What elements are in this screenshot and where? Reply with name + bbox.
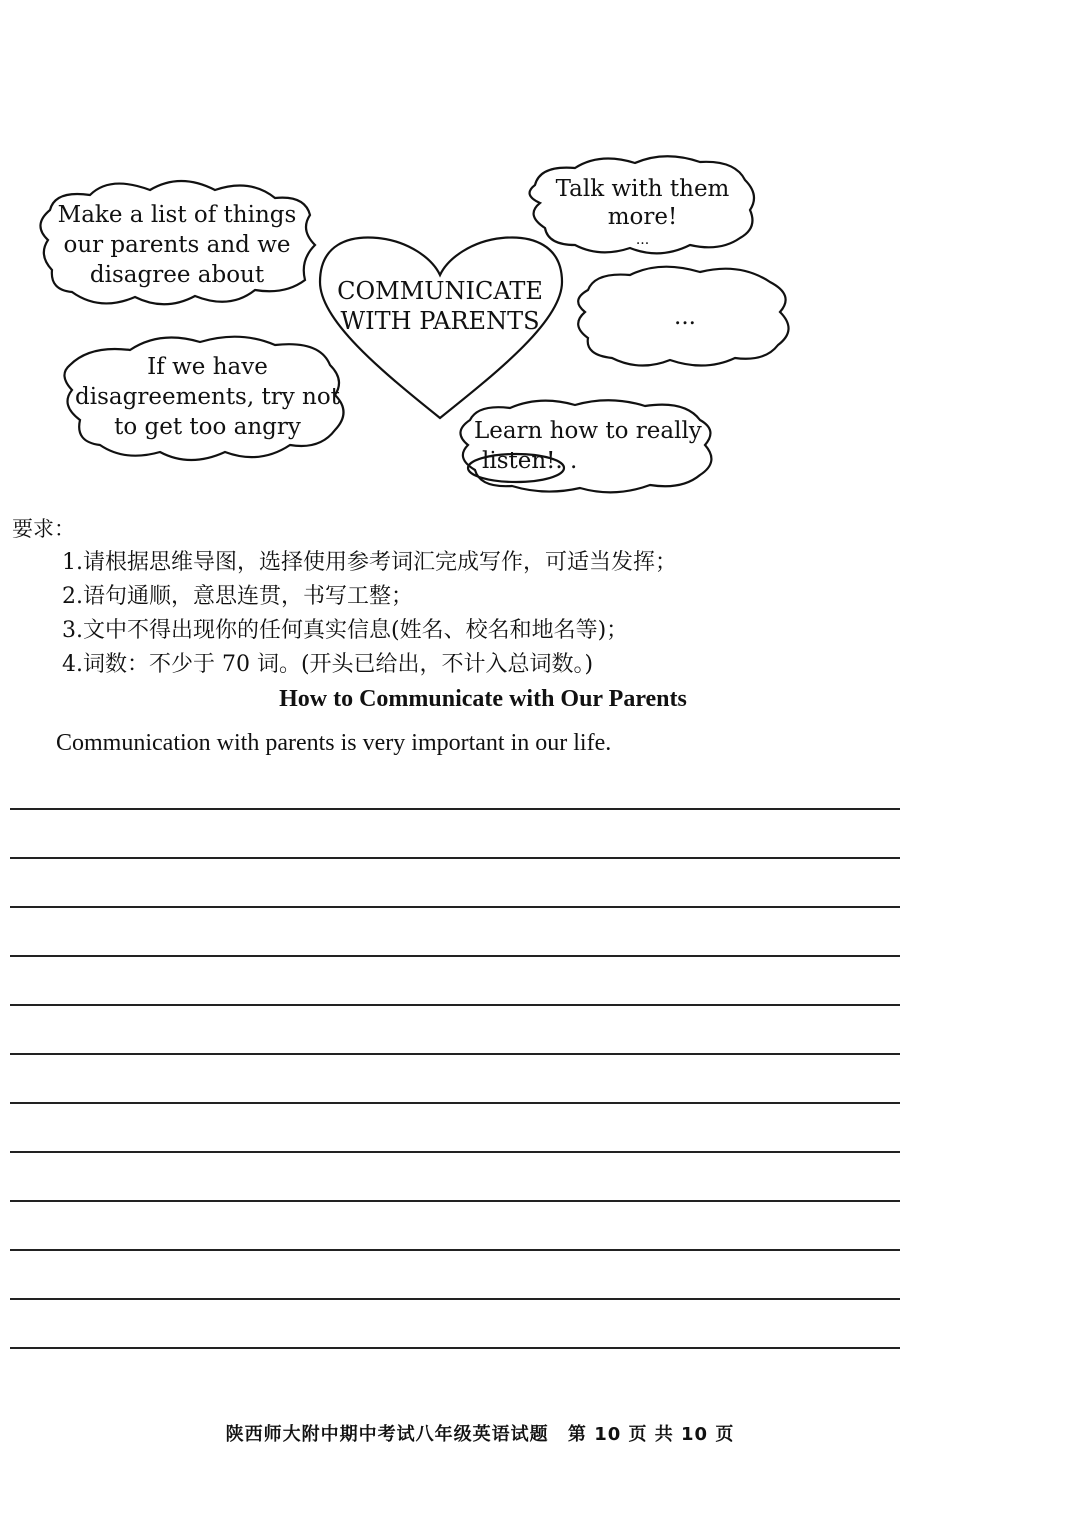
writing-line[interactable]: [10, 1200, 900, 1249]
cloud-ellipsis: [600, 302, 770, 332]
page-number: 第 10 页 共 10 页: [567, 1424, 735, 1445]
requirements-title: 要求：: [12, 517, 75, 541]
cloud-listen: [474, 416, 704, 476]
cloud-line: Make a list of things: [57, 202, 297, 228]
writing-line[interactable]: [10, 1151, 900, 1200]
heart-label-line: COMMUNICATE: [337, 277, 543, 305]
writing-line[interactable]: [10, 1298, 900, 1347]
writing-line[interactable]: [10, 1053, 900, 1102]
essay-opening-sentence: Communication with parents is very important in our life.: [56, 730, 612, 756]
requirement-item: 4.词数：不少于 70 词。(开头已给出，不计入总词数。): [62, 652, 594, 677]
requirement-item: 1.请根据思维导图，选择使用参考词汇完成写作，可适当发挥；: [62, 550, 677, 575]
cloud-talk-more: [545, 175, 740, 249]
page-footer: [0, 1420, 960, 1446]
cloud-line: If we have: [147, 354, 268, 380]
requirement-item: 2.语句通顺，意思连贯，书写工整；: [62, 584, 413, 609]
writing-line[interactable]: [10, 1102, 900, 1151]
requirement-item: 3.文中不得出现你的任何真实信息(姓名、校名和地名等)；: [62, 618, 629, 643]
requirements: [12, 512, 677, 682]
writing-line[interactable]: [10, 1249, 900, 1298]
cloud-line: Learn how to really: [474, 418, 702, 444]
cloud-line: ...: [674, 304, 696, 330]
writing-line[interactable]: [10, 857, 900, 906]
cloud-line: ...: [635, 232, 650, 248]
cloud-line: disagreements, try not: [75, 384, 340, 410]
writing-line[interactable]: [10, 1004, 900, 1053]
writing-line[interactable]: [10, 808, 900, 857]
writing-area[interactable]: [10, 808, 900, 1396]
essay-title: How to Communicate with Our Parents: [279, 686, 687, 712]
writing-line[interactable]: [10, 955, 900, 1004]
cloud-line: disagree about: [89, 262, 265, 288]
cloud-line: more!: [607, 204, 678, 230]
cloud-disagreements: [75, 352, 340, 442]
cloud-line: Talk with them: [555, 176, 730, 202]
cloud-make-list: [52, 200, 302, 290]
writing-line[interactable]: [10, 906, 900, 955]
heart-label: [325, 276, 555, 336]
cloud-line: to get too angry: [114, 414, 301, 440]
heart-label-line: WITH PARENTS: [340, 307, 540, 335]
cloud-line: listen!. .: [482, 448, 578, 474]
writing-line[interactable]: [10, 1347, 900, 1396]
cloud-line: our parents and we: [63, 232, 291, 258]
requirements-list: [12, 546, 677, 682]
exam-name: 陕西师大附中期中考试八年级英语试题: [225, 1424, 549, 1445]
